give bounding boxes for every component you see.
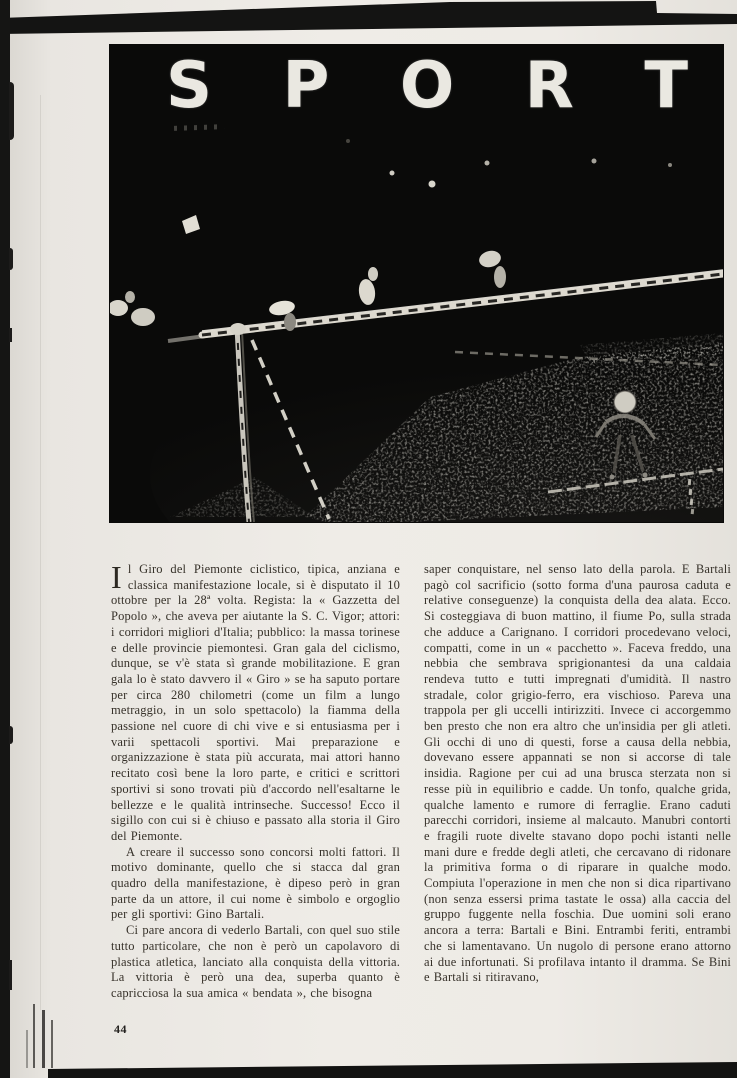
scan-bottom-edge	[0, 1056, 737, 1078]
masthead-letter: T	[644, 49, 688, 123]
scan-top-edge	[0, 0, 737, 40]
article-photo	[110, 45, 723, 522]
paragraph: saper conquistare, nel senso lato della parola. E Bartali pagò col sacrificio (sotto forma d'una paurosa caduta e relative conseguenze) la conquista della dea alata. Ecco. Si costeggiava di buon mattino, il fiume Po, sulla strada che adduce a Carignano. I corridori procedevano veloci, compatti, come in un « pacchetto ». Faceva freddo, una nebbia che sembrava sprigionantesi da una caldaia rendeva tutto e tutti impregnati d'umidità. Il nastro stradale, color grigio-ferro, era vischioso. Pareva una trappola per gli uccelli intirizziti. Invece ci accorgemmo ben presto che non era altro che un'insidia per gli atleti. Gli occhi di uno di questi, forse a causa della nebbia, dovevano essere appannati se non si accorse di tale insidia. Ragione per cui ad una brusca sterzata non si resse più in equilibrio e cadde. Un tonfo, qualche grida, qualche lamento e rumore di ferraglie. Erano caduti parecchi corridori, insieme al malcauto. Manubri contorti e fragili ruote divelte stavano dopo pochi istanti nelle mani dure e fredde degli atleti, che cercavano di ridonare la primitiva forma o di riparare in qualche modo. Compiuta l'operazione in men che non si dica ripartivano (non senza essersi prima tastate le ossa) alla caccia del gruppo fuggente nella foschia. Due uomini soli erano ancora a terra: Bartali e Bini. Entrambi feriti, entrambi che si lamentavano. Un nugolo di persone erano attorno ai due infortunati. Si profilava intanto il dramma. Se Bini e Bartali si ritiravano,	[424, 562, 731, 985]
page-number: 44	[114, 1022, 127, 1036]
scan-edge-mark	[9, 248, 13, 270]
scan-streak-mark	[33, 1004, 35, 1068]
scan-edge-mark	[9, 328, 12, 342]
paragraph	[111, 559, 400, 845]
paragraph-text: l Giro del Piemonte ciclistico, tipica, anziana e classica manifestazione locale, si è disputato il 10 ottobre per la 28ª volta. Regista: la « Gazzetta del Popolo », che aveva per aiutante la S. C. Vigor; attori: i corridori migliori d'Italia; pubblico: la massa torinese e delle provincie piemontesi. Gran gala del ciclismo, dunque, se v'è stata sì grande mobilitazione. E gran gala lo è stato davvero il « Giro » se ha saputo portare per circa 280 chilometri (come un film a lungo metraggio, in un solo spettacolo) la fiamma della passione nel cuore di chi vive e si entusiasma per i varii spettacoli sportivi. Mai preparazione e organizzazione è stata più accurata, mai attori hanno recitato così bene la loro parte, e critici e scrittori sportivi si sono trovati più d'accordo nell'esaltarne le bellezze e le qualità intrinseche. Successo! Ecco il sigillo con cui si è chiuso e passato alla storia il Giro del Piemonte.	[111, 562, 400, 843]
page-crease	[40, 95, 41, 1010]
article-column-right	[424, 562, 731, 986]
scan-edge-mark	[9, 726, 13, 744]
masthead-letter: R	[524, 49, 574, 123]
scan-left-edge	[0, 0, 10, 1078]
masthead-letter: S	[166, 49, 213, 123]
scan-edge-mark	[9, 82, 14, 140]
paragraph: A creare il successo sono concorsi molti fattori. Il motivo dominante, quello che si stacca dal gran quadro della manifestazione, è dipeso però in gran parte da un attore, il cui nome è simbolo e orgoglio per gli sportivi: Gino Bartali.	[111, 844, 400, 922]
scan-streak-mark	[26, 1030, 28, 1068]
drop-cap: I	[111, 559, 122, 595]
masthead-title	[166, 49, 688, 123]
scan-edge-mark	[9, 960, 12, 990]
article-column-left	[111, 559, 400, 1002]
paragraph: Ci pare ancora di vederlo Bartali, con quel suo stile tutto particolare, che non è però un capolavoro di plastica atletica, lanciato alla conquista della vittoria. La vittoria è però una dea, superba quanto è capricciosa la sua amica « bendata », che bisogna	[111, 923, 400, 1000]
scan-streak-mark	[51, 1020, 53, 1068]
masthead-letter: O	[399, 49, 455, 123]
masthead-letter: P	[282, 49, 330, 123]
scan-streak-mark	[42, 1010, 45, 1068]
